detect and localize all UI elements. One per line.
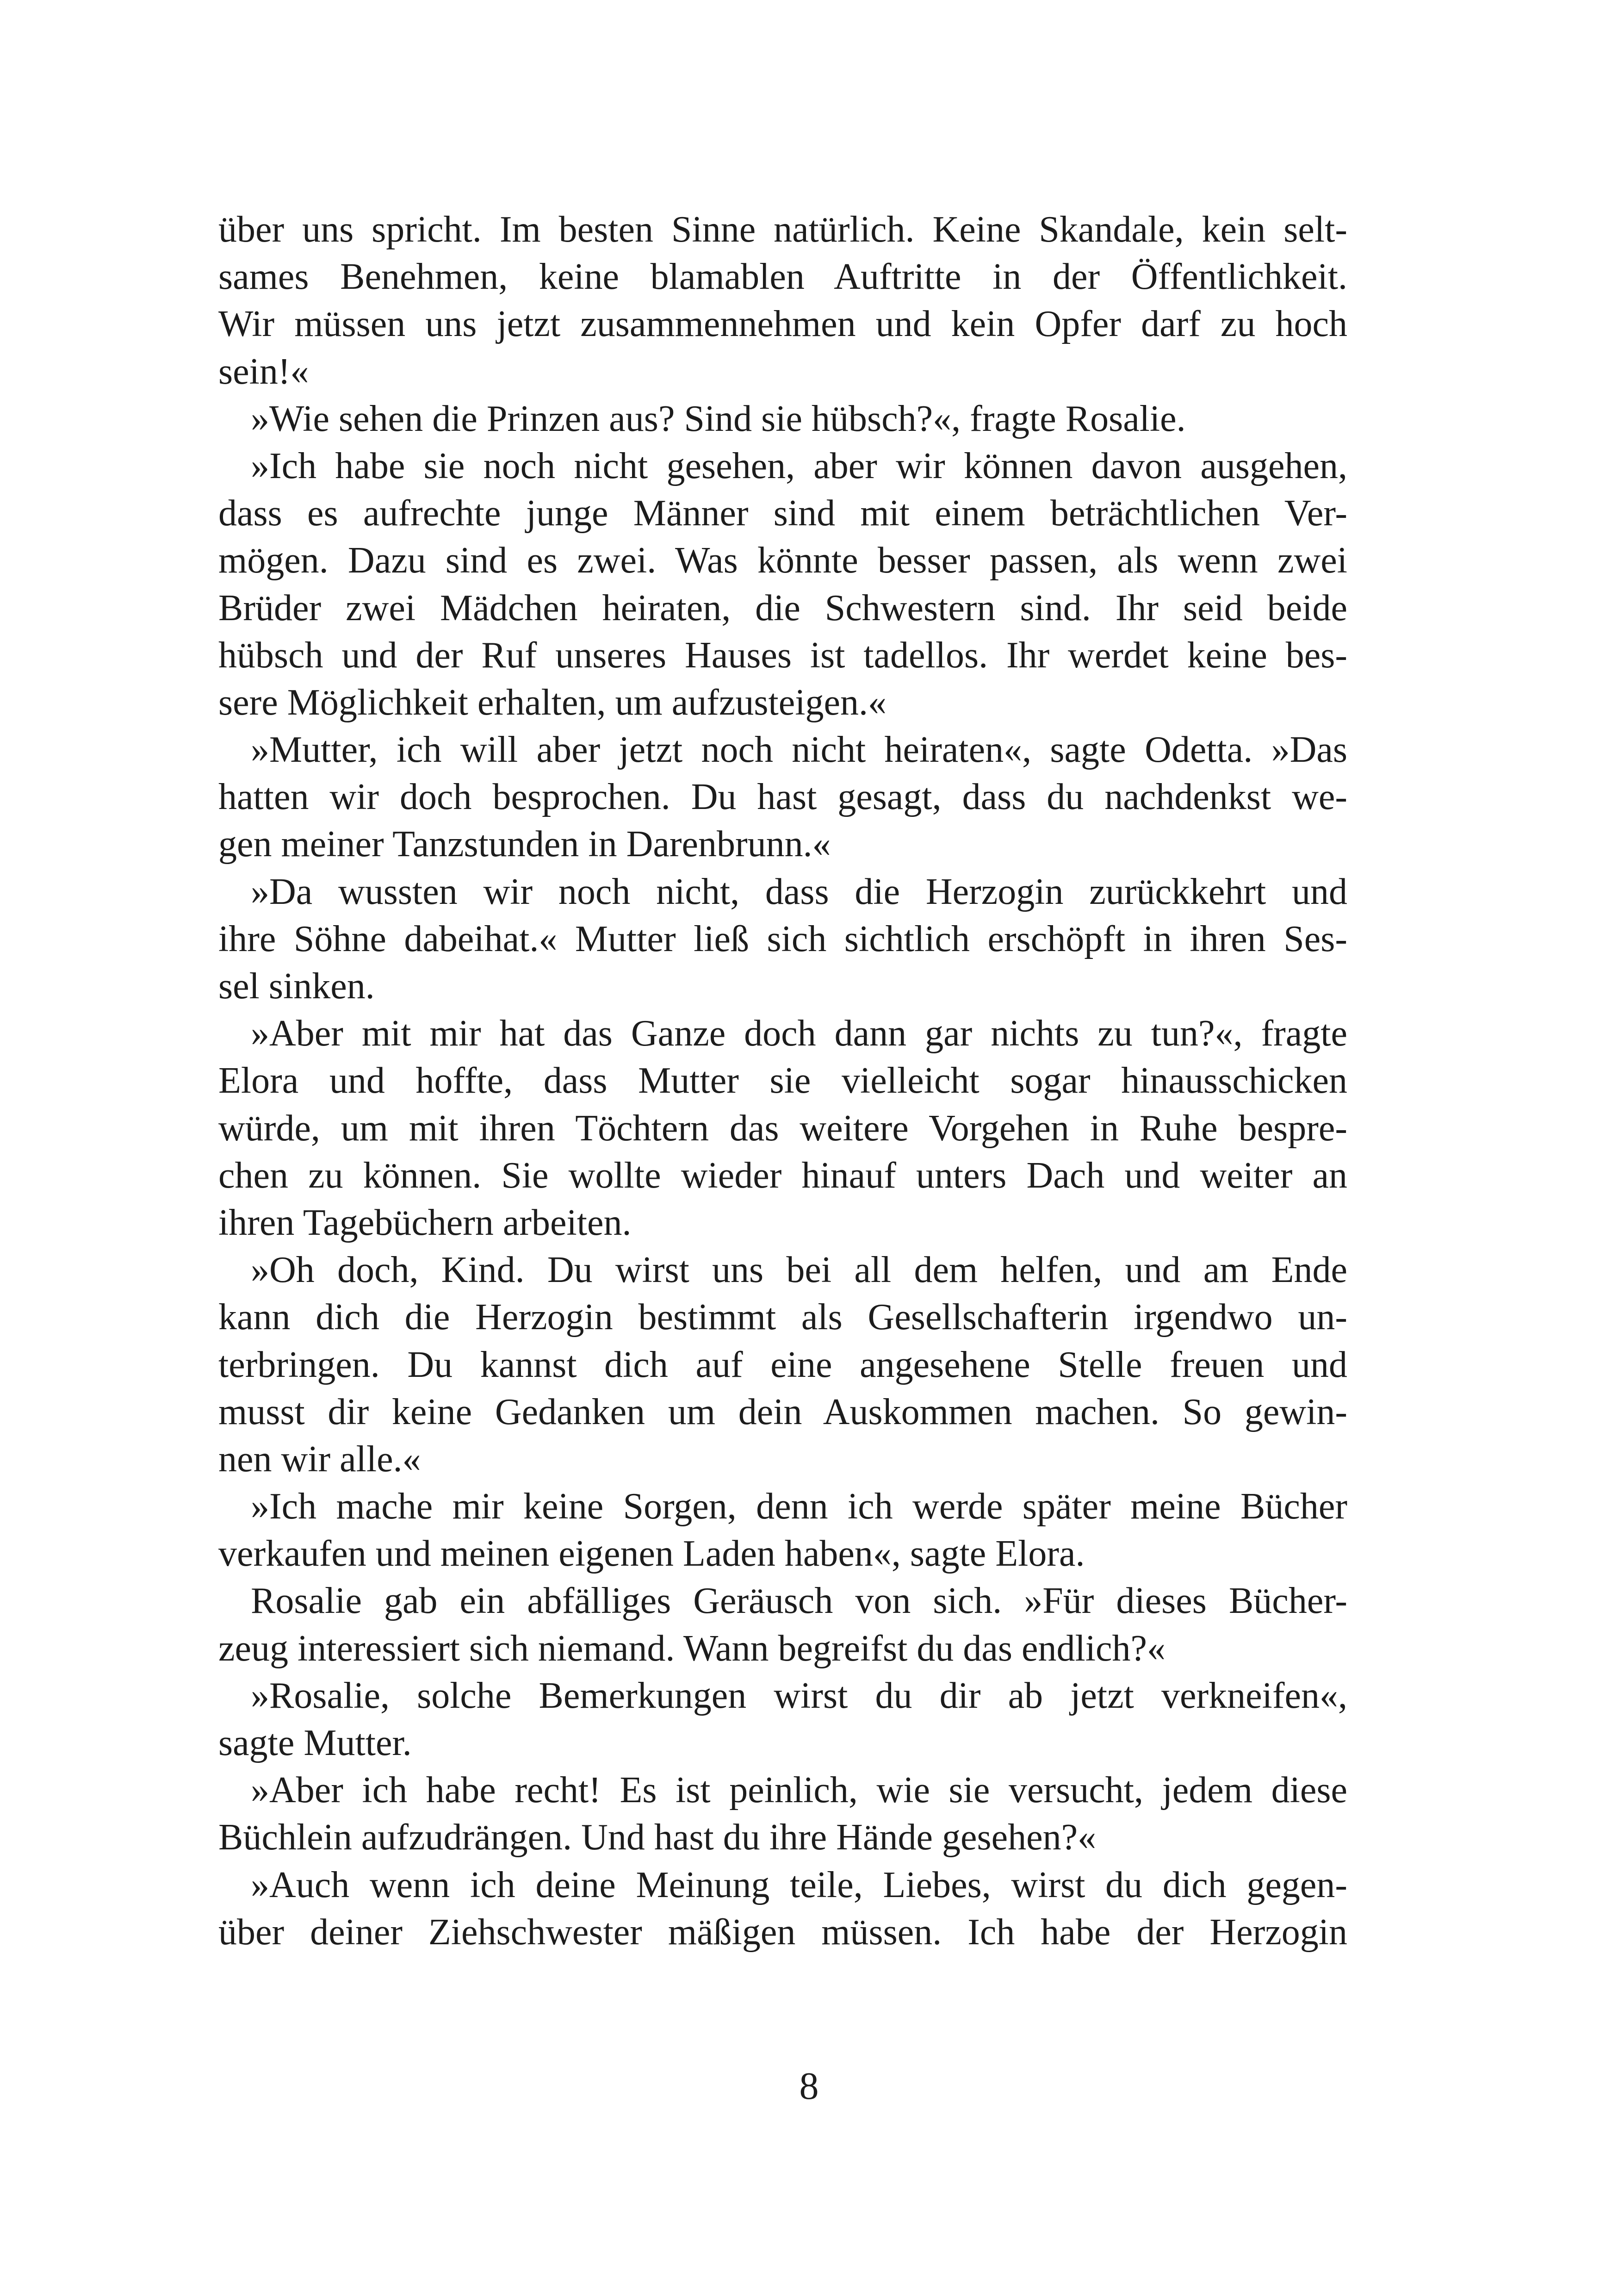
text-line: ihren Tagebüchern arbeiten.	[218, 1202, 632, 1243]
text-line: sames Benehmen, keine blamablen Auftritte in der Öffentlichkeit.	[218, 256, 1347, 298]
text-line: »Mutter, ich will aber jetzt noch nicht heiraten«, sagte Odetta. »Das	[251, 729, 1347, 771]
text-line: verkaufen und meinen eigenen Laden haben«, sagte Elora.	[218, 1533, 1085, 1574]
text-line: terbringen. Du kannst dich auf eine angesehene Stelle freuen und	[218, 1344, 1347, 1385]
text-line: »Ich mache mir keine Sorgen, denn ich werde später meine Bücher	[251, 1486, 1347, 1527]
text-line: über deiner Ziehschwester mäßigen müssen. Ich habe der Herzogin	[218, 1911, 1347, 1953]
text-line: »Oh doch, Kind. Du wirst uns bei all dem helfen, und am Ende	[251, 1250, 1347, 1291]
text-line: über uns spricht. Im besten Sinne natürlich. Keine Skandale, kein selt-	[218, 209, 1347, 250]
text-line: sel sinken.	[218, 966, 375, 1007]
text-line: Brüder zwei Mädchen heiraten, die Schwestern sind. Ihr seid beide	[218, 587, 1347, 628]
text-line: »Aber ich habe recht! Es ist peinlich, wie sie versucht, jedem diese	[251, 1770, 1347, 1811]
text-line: »Wie sehen die Prinzen aus? Sind sie hübsch?«, fragte Rosalie.	[251, 398, 1186, 439]
text-line: »Ich habe sie noch nicht gesehen, aber wir können davon ausgehen,	[251, 445, 1347, 486]
text-line: Elora und hoffte, dass Mutter sie vielleicht sogar hinausschicken	[218, 1060, 1347, 1101]
text-line: Büchlein aufzudrängen. Und hast du ihre Hände gesehen?«	[218, 1817, 1097, 1858]
text-line: »Rosalie, solche Bemerkungen wirst du dir ab jetzt verkneifen«,	[251, 1675, 1347, 1716]
text-line: Rosalie gab ein abfälliges Geräusch von sich. »Für dieses Bücher-	[251, 1580, 1347, 1622]
text-line: nen wir alle.«	[218, 1438, 421, 1480]
page-number: 8	[799, 2065, 819, 2108]
text-line: ihre Söhne dabeihat.« Mutter ließ sich sichtlich erschöpft in ihren Ses-	[218, 918, 1347, 959]
text-line: »Aber mit mir hat das Ganze doch dann gar nichts zu tun?«, fragte	[251, 1013, 1347, 1054]
text-line: Wir müssen uns jetzt zusammennehmen und kein Opfer darf zu hoch	[218, 304, 1347, 345]
text-line: sagte Mutter.	[218, 1723, 412, 1763]
text-line: sein!«	[218, 351, 309, 392]
text-line: mögen. Dazu sind es zwei. Was könnte besser passen, als wenn zwei	[218, 540, 1347, 581]
text-line: würde, um mit ihren Töchtern das weitere Vorgehen in Ruhe bespre-	[218, 1108, 1347, 1149]
text-line: chen zu können. Sie wollte wieder hinauf unters Dach und weiter an	[218, 1155, 1347, 1196]
text-line: kann dich die Herzogin bestimmt als Gesellschafterin irgendwo un-	[218, 1297, 1347, 1338]
text-line: dass es aufrechte junge Männer sind mit einem beträchtlichen Ver-	[218, 493, 1347, 534]
text-line: gen meiner Tanzstunden in Darenbrunn.«	[218, 824, 831, 865]
text-line: »Auch wenn ich deine Meinung teile, Liebes, wirst du dich gegen-	[251, 1864, 1347, 1905]
text-line: zeug interessiert sich niemand. Wann begreifst du das endlich?«	[218, 1628, 1165, 1669]
text-line: hübsch und der Ruf unseres Hauses ist tadellos. Ihr werdet keine bes-	[218, 635, 1347, 676]
text-line: musst dir keine Gedanken um dein Auskommen machen. So gewin-	[218, 1391, 1347, 1432]
text-line: hatten wir doch besprochen. Du hast gesagt, dass du nachdenkst we-	[218, 777, 1347, 818]
body-text	[218, 206, 1347, 1956]
text-line: sere Möglichkeit erhalten, um aufzusteigen.«	[218, 682, 886, 723]
text-line: »Da wussten wir noch nicht, dass die Herzogin zurückkehrt und	[251, 871, 1347, 912]
